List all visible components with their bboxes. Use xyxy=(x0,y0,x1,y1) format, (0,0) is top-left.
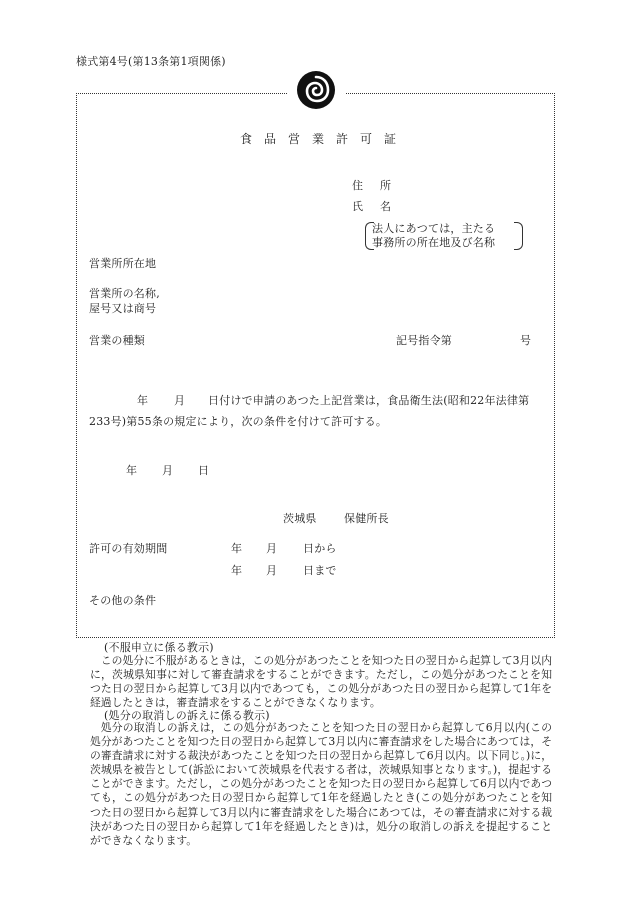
issue-year: 年 xyxy=(126,464,138,477)
body-text-line1: 日付けで申請のあつた上記営業は，食品衛生法(昭和22年法律第 xyxy=(208,394,530,407)
issuer-office: 保健所長 xyxy=(344,512,389,525)
issue-month: 月 xyxy=(162,464,174,477)
prefecture-emblem-icon xyxy=(295,69,337,111)
application-month: 月 xyxy=(174,394,186,407)
notice-revocation-heading: (処分の取消しの訴えに係る教示) xyxy=(104,709,270,722)
validity-to-month: 月 xyxy=(266,564,278,577)
body-text-line2: 233号)第55条の規定により，次の条件を付けて許可する。 xyxy=(89,415,388,428)
notice-appeal-text: この処分に不服があるときは，この処分があつたことを知つた日の翌日から起算して3月以内に，茨城県知事に対して審査請求をすることができます。ただし，この処分があつたことを知つた日の翌日から起算して3月以内であつても，この処分があつた日の翌日から起算して1年を経過したときは，審査請求をすることができなくなります。 xyxy=(90,654,552,710)
notice-appeal-heading: (不服申立に係る教示) xyxy=(104,641,214,654)
other-conditions-label: その他の条件 xyxy=(89,594,157,607)
validity-from-suffix: 日から xyxy=(303,542,337,555)
business-type-label: 営業の種類 xyxy=(89,334,145,347)
corporate-note-line1: 法人にあつては，主たる xyxy=(372,222,496,235)
issue-day: 日 xyxy=(198,464,210,477)
validity-to-year: 年 xyxy=(231,564,243,577)
designation-suffix: 号 xyxy=(520,334,532,347)
location-label: 営業所所在地 xyxy=(89,257,157,270)
form-number: 様式第4号(第13条第1項関係) xyxy=(76,55,226,68)
form-frame xyxy=(76,93,555,638)
issuer-prefecture: 茨城県 xyxy=(283,512,317,525)
bracket-right xyxy=(514,222,523,250)
validity-from-year: 年 xyxy=(231,542,243,555)
validity-to-suffix: 日まで xyxy=(303,564,337,577)
business-name-label-line2: 屋号又は商号 xyxy=(89,302,157,315)
name-label: 氏 名 xyxy=(352,200,394,213)
certificate-title: 食品営業許可証 xyxy=(240,132,409,146)
address-label: 住 所 xyxy=(352,179,394,192)
application-year: 年 xyxy=(137,394,149,407)
notice-revocation-text: 処分の取消しの訴えは，この処分があつたことを知つた日の翌日から起算して6月以内(この処分があつたことを知つた日の翌日から起算して3月以内に審査請求をした場合にあつては，その審査請求に対する裁決があつたことを知つた日の翌日から起算して6月以内。以下同じ。)に，茨城県を被告として(訴訟において茨城県を代表する者は，茨城県知事となります。)，提起することができます。ただし，この処分があつたことを知つた日の翌日から起算して6月以内であつても，この処分があつた日の翌日から起算して1年を経過したとき(この処分があつたことを知つた日の翌日から起算して3月以内に審査請求をした場合にあつては，その審査請求に対する裁決があつた日の翌日から起算して1年を経過したとき)は，処分の取消しの訴えを提起することができなくなります。 xyxy=(90,721,552,847)
business-name-label-line1: 営業所の名称, xyxy=(89,287,160,300)
validity-label: 許可の有効期間 xyxy=(89,542,168,555)
designation-label: 記号指令第 xyxy=(396,334,452,347)
validity-from-month: 月 xyxy=(266,542,278,555)
corporate-note-line2: 事務所の所在地及び名称 xyxy=(372,236,496,249)
